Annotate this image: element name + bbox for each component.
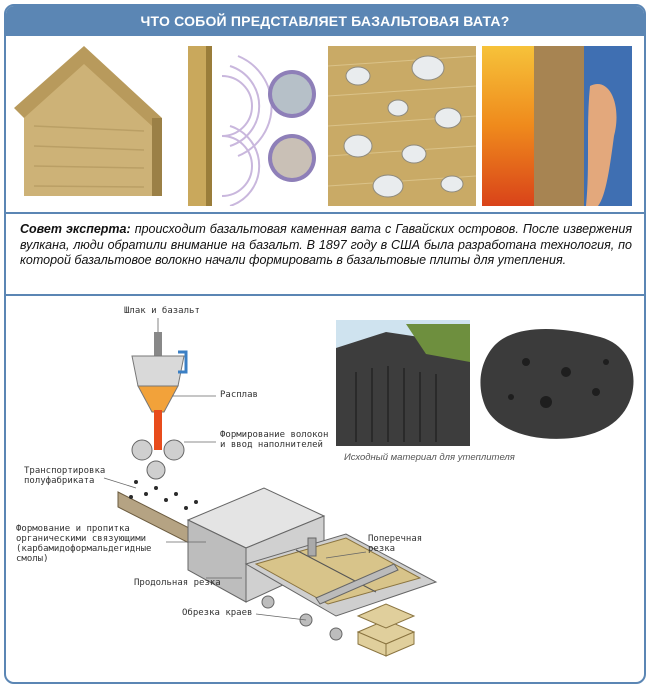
house-insulation-image bbox=[14, 46, 164, 206]
production-diagram bbox=[6, 302, 646, 684]
expert-tip bbox=[20, 222, 632, 269]
middle-divider bbox=[6, 294, 644, 296]
sound-insulation-image bbox=[174, 46, 322, 206]
page-title: ЧТО СОБОЙ ПРЕДСТАВЛЯЕТ БАЗАЛЬТОВАЯ ВАТА? bbox=[6, 6, 644, 36]
expert-tip-label: Совет эксперта: bbox=[20, 222, 131, 236]
label-transport: Транспортировка полуфабриката bbox=[24, 466, 106, 486]
raw-material-caption: Исходный материал для утеплителя bbox=[344, 452, 515, 463]
photo-strip bbox=[14, 46, 636, 206]
expert-tip-text: происходит базальтовая каменная вата с Гавайских островов. После извержения вулкана, люди обратили внимание на базальт. В 1897 году в США была разработана технология, по которой базальтовое волокно начали формировать в базальтовые плиты для утепления. bbox=[20, 222, 632, 267]
label-cross-cut: Поперечная резка bbox=[368, 534, 423, 554]
label-long-cut: Продольная резка bbox=[134, 578, 221, 588]
label-slag: Шлак и базальт bbox=[124, 306, 200, 316]
label-fiber: Формирование волокон и ввод наполнителей bbox=[220, 430, 329, 450]
label-forming: Формование и пропитка органическими связующими (карбамидоформальдегидные смолы) bbox=[16, 524, 152, 564]
fire-resistance-image bbox=[482, 46, 632, 206]
label-melt: Расплав bbox=[220, 390, 258, 400]
label-edge-trim: Обрезка краев bbox=[182, 608, 253, 618]
infographic-frame bbox=[4, 4, 646, 684]
top-divider bbox=[6, 212, 644, 214]
water-repellent-image bbox=[328, 46, 476, 206]
